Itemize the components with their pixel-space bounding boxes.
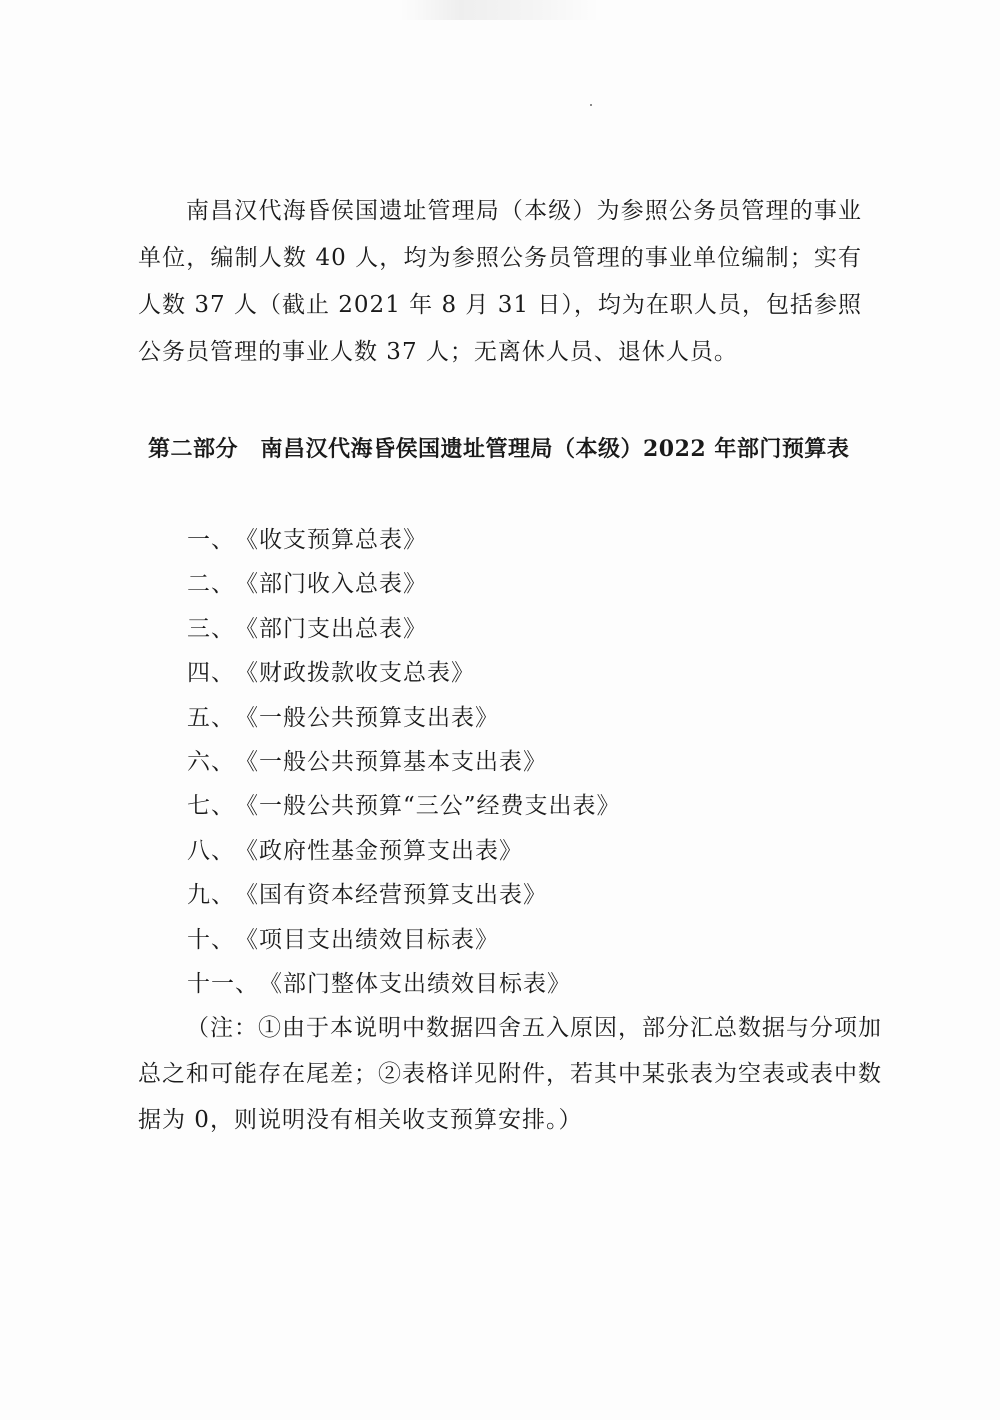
toc-item xyxy=(187,562,621,606)
toc-item-title: 《部门整体支出绩效目标表》 xyxy=(259,970,571,997)
toc-item-number: 六、 xyxy=(187,748,235,775)
toc-item-title: 《一般公共预算支出表》 xyxy=(235,704,499,731)
toc-item xyxy=(187,829,621,873)
toc-item-number: 二、 xyxy=(187,571,235,598)
note-paragraph: （注：①由于本说明中数据四舍五入原因，部分汇总数据与分项加总之和可能存在尾差；②表格详见附件，若其中某张表为空表或表中数据为 0，则说明没有相关收支预算安排。） xyxy=(138,1015,882,1133)
scan-dot xyxy=(590,104,592,106)
toc-item-number: 十一、 xyxy=(187,970,259,997)
toc-item xyxy=(187,696,621,740)
toc-item-title: 《一般公共预算基本支出表》 xyxy=(235,748,547,775)
toc-item xyxy=(187,784,621,828)
toc-item xyxy=(187,740,621,784)
toc-item xyxy=(187,651,621,695)
toc-item-title: 《项目支出绩效目标表》 xyxy=(235,926,499,953)
toc-item-title: 《财政拨款收支总表》 xyxy=(235,660,475,687)
budget-table-list xyxy=(187,518,621,1006)
intro-paragraph: 南昌汉代海昏侯国遗址管理局（本级）为参照公务员管理的事业单位，编制人数 40 人，均为参照公务员管理的事业单位编制；实有人数 37 人（截止 2021 年 8 月 31 日），均为在职人员，包括参照公务员管理的事业人数 37 人；无离休人员、退休人员。 xyxy=(138,198,862,365)
toc-item-title: 《政府性基金预算支出表》 xyxy=(235,837,523,864)
toc-item-title: 《一般公共预算“三公”经费支出表》 xyxy=(235,793,621,820)
toc-item xyxy=(187,962,621,1006)
toc-item-number: 五、 xyxy=(187,704,235,731)
toc-item-number: 八、 xyxy=(187,837,235,864)
toc-item-title: 《国有资本经营预算支出表》 xyxy=(235,882,547,909)
toc-item-title: 《部门收入总表》 xyxy=(235,571,427,598)
toc-item-number: 九、 xyxy=(187,882,235,909)
toc-item xyxy=(187,518,621,562)
toc-item-number: 一、 xyxy=(187,527,235,553)
toc-item-number: 十、 xyxy=(187,926,235,953)
toc-item xyxy=(187,873,621,917)
toc-item-title: 《部门支出总表》 xyxy=(235,615,427,642)
toc-item xyxy=(187,607,621,651)
toc-item-number: 三、 xyxy=(187,615,235,642)
toc-item-title: 《收支预算总表》 xyxy=(235,527,427,553)
toc-item xyxy=(187,918,621,962)
toc-item-number: 四、 xyxy=(187,660,235,687)
section-heading: 第二部分 南昌汉代海昏侯国遗址管理局（本级）2022 年部门预算表 xyxy=(148,436,850,462)
toc-item-number: 七、 xyxy=(187,793,235,820)
scan-artifact xyxy=(400,0,600,20)
